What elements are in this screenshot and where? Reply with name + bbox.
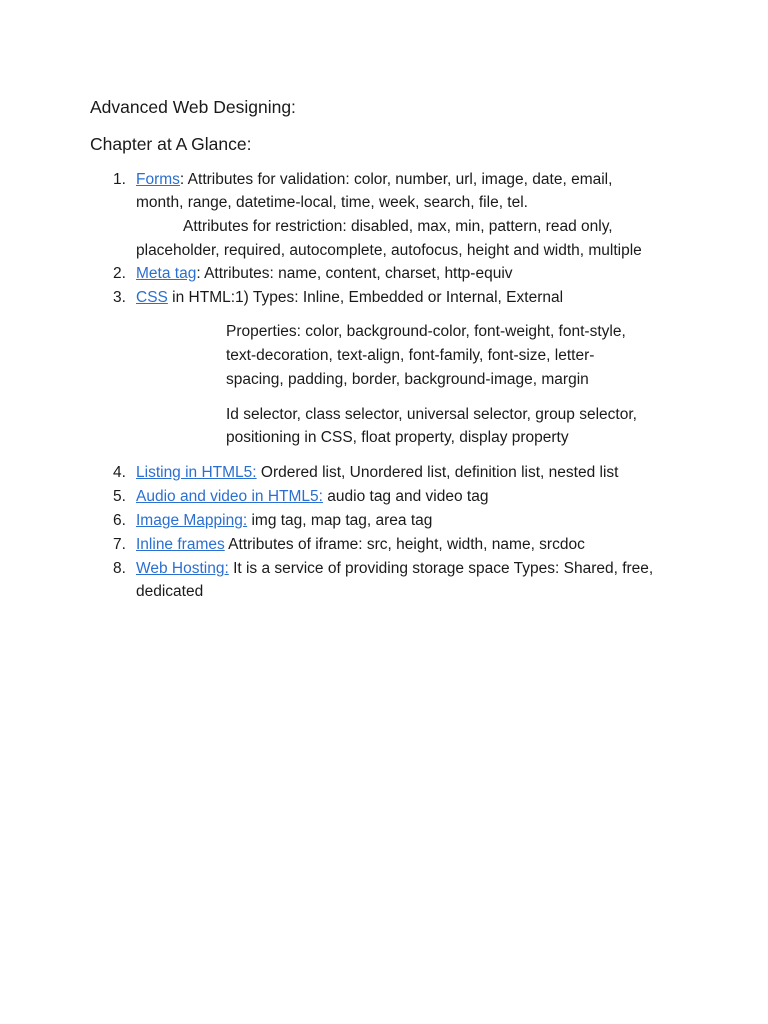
- list-item-text: month, range, datetime-local, time, week, search, file, tel.: [136, 194, 528, 211]
- paragraph-line: positioning in CSS, float property, display property: [226, 429, 569, 446]
- css-link[interactable]: CSS: [136, 289, 168, 306]
- list-item-text: img tag, map tag, area tag: [247, 512, 433, 529]
- list-item-text: Attributes for restriction: disabled, max, min, pattern, read only,: [183, 218, 613, 235]
- forms-link[interactable]: Forms: [136, 171, 180, 188]
- list-number: 6.: [113, 512, 126, 529]
- list-item-text: Attributes of iframe: src, height, width, name, srcdoc: [224, 536, 585, 553]
- list-item-text: placeholder, required, autocomplete, autofocus, height and width, multiple: [136, 242, 642, 259]
- list-item-text: Ordered list, Unordered list, definition list, nested list: [256, 464, 619, 481]
- paragraph-line: Id selector, class selector, universal selector, group selector,: [226, 406, 637, 423]
- list-item-text: : Attributes for validation: color, number, url, image, date, email,: [179, 171, 613, 188]
- list-number: 2.: [113, 265, 126, 282]
- list-item-line: [136, 170, 612, 190]
- paragraph-line: text-decoration, text-align, font-family, font-size, letter-: [226, 347, 595, 364]
- audio-video-link[interactable]: Audio and video in HTML5:: [136, 488, 323, 505]
- list-item-line: [136, 288, 563, 308]
- list-item-line: [136, 487, 488, 507]
- paragraph-line: Properties: color, background-color, font-weight, font-style,: [226, 323, 626, 340]
- list-item-line: [136, 559, 653, 579]
- document-title: Advanced Web Designing:: [90, 97, 296, 117]
- image-mapping-link[interactable]: Image Mapping:: [136, 512, 248, 529]
- list-item-text: It is a service of providing storage space Types: Shared, free,: [228, 560, 654, 577]
- list-item-text: in HTML:1) Types: Inline, Embedded or Internal, External: [167, 289, 564, 306]
- list-item-text: audio tag and video tag: [322, 488, 489, 505]
- listing-link[interactable]: Listing in HTML5:: [136, 464, 257, 481]
- list-number: 8.: [113, 560, 126, 577]
- list-number: 1.: [113, 171, 126, 188]
- list-item-text: : Attributes: name, content, charset, http-equiv: [196, 265, 513, 282]
- list-number: 5.: [113, 488, 126, 505]
- list-item-text: dedicated: [136, 583, 204, 600]
- web-hosting-link[interactable]: Web Hosting:: [136, 560, 229, 577]
- list-number: 7.: [113, 536, 126, 553]
- list-item-line: [136, 264, 513, 284]
- meta-tag-link[interactable]: Meta tag: [136, 265, 197, 282]
- paragraph-line: spacing, padding, border, background-image, margin: [226, 371, 589, 388]
- list-item-line: [136, 511, 432, 531]
- document-subtitle: Chapter at A Glance:: [90, 134, 252, 154]
- list-item-line: [136, 463, 618, 483]
- list-item-line: [136, 535, 585, 555]
- list-number: 3.: [113, 289, 126, 306]
- list-number: 4.: [113, 464, 126, 481]
- inline-frames-link[interactable]: Inline frames: [136, 536, 225, 553]
